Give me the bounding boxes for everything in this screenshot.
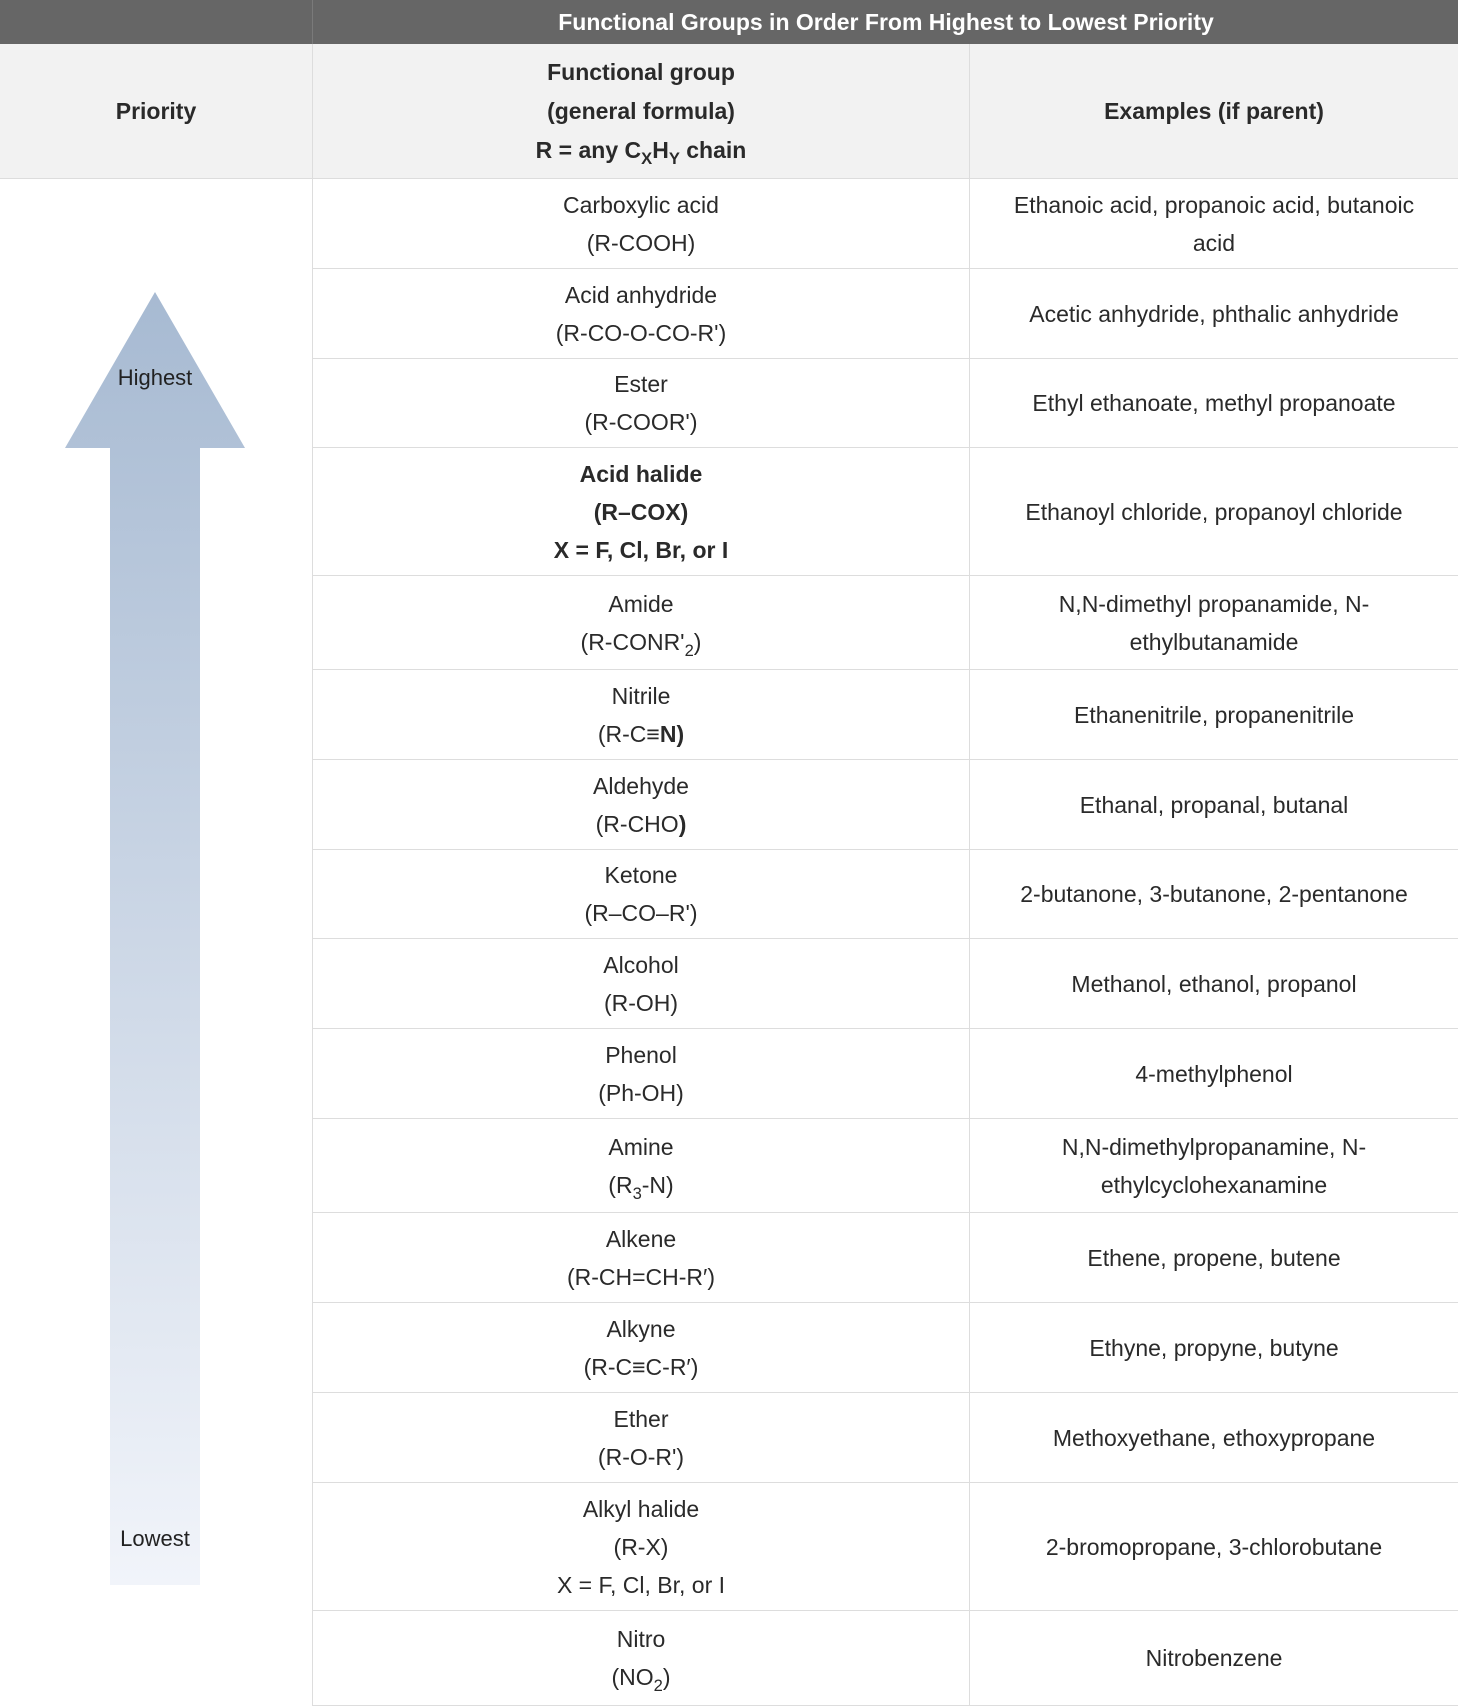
group-formula: (R-C≡N)	[597, 720, 685, 747]
examples-cell: Ethanenitrile, propanenitrile	[1073, 701, 1354, 728]
group-cell	[313, 1393, 970, 1482]
group-cell	[313, 1213, 970, 1302]
table-row	[313, 269, 1458, 359]
examples-cell: Nitrobenzene	[1145, 1645, 1283, 1671]
group-formula: (R-X)	[613, 1533, 669, 1560]
group-cell	[313, 760, 970, 849]
priority-column	[0, 179, 313, 1706]
group-name: Alkyl halide	[582, 1495, 700, 1522]
examples-cell: Ethyl ethanoate, methyl propanoate	[1032, 390, 1396, 416]
examples-cell: 2-bromopropane, 3-chlorobutane	[1045, 1533, 1383, 1560]
group-cell	[313, 1611, 970, 1705]
group-formula: (R-CHO)	[595, 810, 687, 837]
group-formula: (R–CO–R')	[584, 900, 698, 926]
group-name: Amide	[608, 590, 674, 617]
header-functional-group	[313, 44, 970, 178]
table-row	[313, 760, 1458, 850]
group-name: Ketone	[604, 862, 678, 888]
examples-cell: Methoxyethane, ethoxypropane	[1052, 1424, 1376, 1451]
group-name: Alkene	[605, 1225, 677, 1252]
examples-cell: Ethene, propene, butene	[1087, 1244, 1341, 1271]
group-formula: (R-C≡C-R′)	[583, 1353, 699, 1380]
group-formula: (R-O-R')	[597, 1443, 685, 1470]
group-name: Alcohol	[603, 951, 679, 978]
header-examples: Examples (if parent)	[1104, 97, 1324, 124]
examples-cell: N,N-dimethyl propanamide, N-ethylbutanamide	[1058, 590, 1370, 655]
table-row	[313, 1611, 1458, 1706]
table-row	[313, 850, 1458, 939]
group-formula: (Ph-OH)	[598, 1079, 684, 1106]
group-cell	[313, 576, 970, 669]
arrow-label-highest: Highest	[117, 365, 193, 390]
header-group-line1: Functional group	[547, 58, 735, 85]
group-note: X = F, Cl, Br, or I	[553, 536, 729, 563]
table-row	[313, 576, 1458, 670]
group-name: Amine	[608, 1133, 674, 1160]
table-row	[313, 179, 1458, 269]
group-cell	[313, 939, 970, 1028]
header-priority: Priority	[0, 44, 313, 178]
table-row	[313, 359, 1458, 448]
table-row	[313, 1213, 1458, 1303]
group-cell	[313, 670, 970, 759]
examples-cell: Acetic anhydride, phthalic anhydride	[1029, 300, 1399, 327]
examples-cell: Methanol, ethanol, propanol	[1071, 970, 1357, 997]
table-row	[313, 1029, 1458, 1119]
examples-cell: Ethyne, propyne, butyne	[1089, 1334, 1339, 1361]
group-name: Phenol	[605, 1041, 677, 1068]
group-formula: $(R-CONR'_2)$	[580, 628, 702, 660]
table-title: Functional Groups in Order From Highest to Lowest Priority	[558, 8, 1214, 35]
group-formula: (R–COX)	[593, 498, 689, 525]
group-cell	[313, 1483, 970, 1610]
group-formula: (R-CH=CH-R′)	[566, 1263, 716, 1290]
group-name: Nitro	[616, 1626, 666, 1652]
table-row	[313, 448, 1458, 576]
table-row	[313, 670, 1458, 760]
group-cell	[313, 1119, 970, 1212]
table-row	[313, 1303, 1458, 1393]
priority-arrow	[0, 179, 312, 1706]
group-cell	[313, 1029, 970, 1118]
title-bar-spacer	[0, 0, 313, 44]
group-name: Ether	[613, 1405, 669, 1432]
group-formula: (R-OH)	[603, 989, 679, 1016]
group-cell	[313, 850, 970, 938]
group-formula: $(NO_2)$	[611, 1664, 671, 1695]
group-name: Acid halide	[579, 460, 703, 487]
header-row	[0, 44, 1458, 179]
group-formula: (R-COOR')	[584, 409, 698, 435]
group-cell	[313, 359, 970, 447]
examples-cell: 2-butanone, 3-butanone, 2-pentanone	[1020, 881, 1408, 907]
group-name: Nitrile	[611, 682, 671, 709]
group-name: Carboxylic acid	[563, 191, 719, 218]
examples-cell: Ethanal, propanal, butanal	[1079, 791, 1349, 818]
examples-cell: Ethanoic acid, propanoic acid, butanoic acid	[1013, 191, 1415, 256]
group-formula: $(R_3-N)$	[608, 1171, 674, 1203]
group-name: Aldehyde	[593, 772, 689, 799]
group-formula: (R-CO-O-CO-R')	[555, 319, 727, 346]
examples-cell: 4-methylphenol	[1135, 1060, 1293, 1087]
group-note: X = F, Cl, Br, or I	[556, 1571, 726, 1598]
header-group-line3: R = any $C_XH_Y$ chain	[535, 136, 747, 168]
table-row	[313, 939, 1458, 1029]
table-title-bar	[0, 0, 1458, 44]
group-name: Alkyne	[606, 1315, 676, 1342]
examples-cell: N,N-dimethylpropanamine, N-ethylcyclohexanamine	[1061, 1133, 1367, 1198]
header-group-line2: (general formula)	[547, 97, 735, 124]
examples-cell: Ethanoyl chloride, propanoyl chloride	[1025, 498, 1403, 525]
group-cell	[313, 269, 970, 358]
arrow-label-lowest: Lowest	[120, 1526, 190, 1551]
table-row	[313, 1483, 1458, 1611]
table-row	[313, 1119, 1458, 1213]
group-name: Acid anhydride	[564, 281, 718, 308]
table-row	[313, 1393, 1458, 1483]
group-cell	[313, 1303, 970, 1392]
group-cell	[313, 448, 970, 575]
group-formula: (R-COOH)	[586, 229, 696, 256]
priority-arrow-shape	[65, 292, 245, 1585]
group-name: Ester	[614, 371, 668, 397]
group-cell	[313, 179, 970, 268]
